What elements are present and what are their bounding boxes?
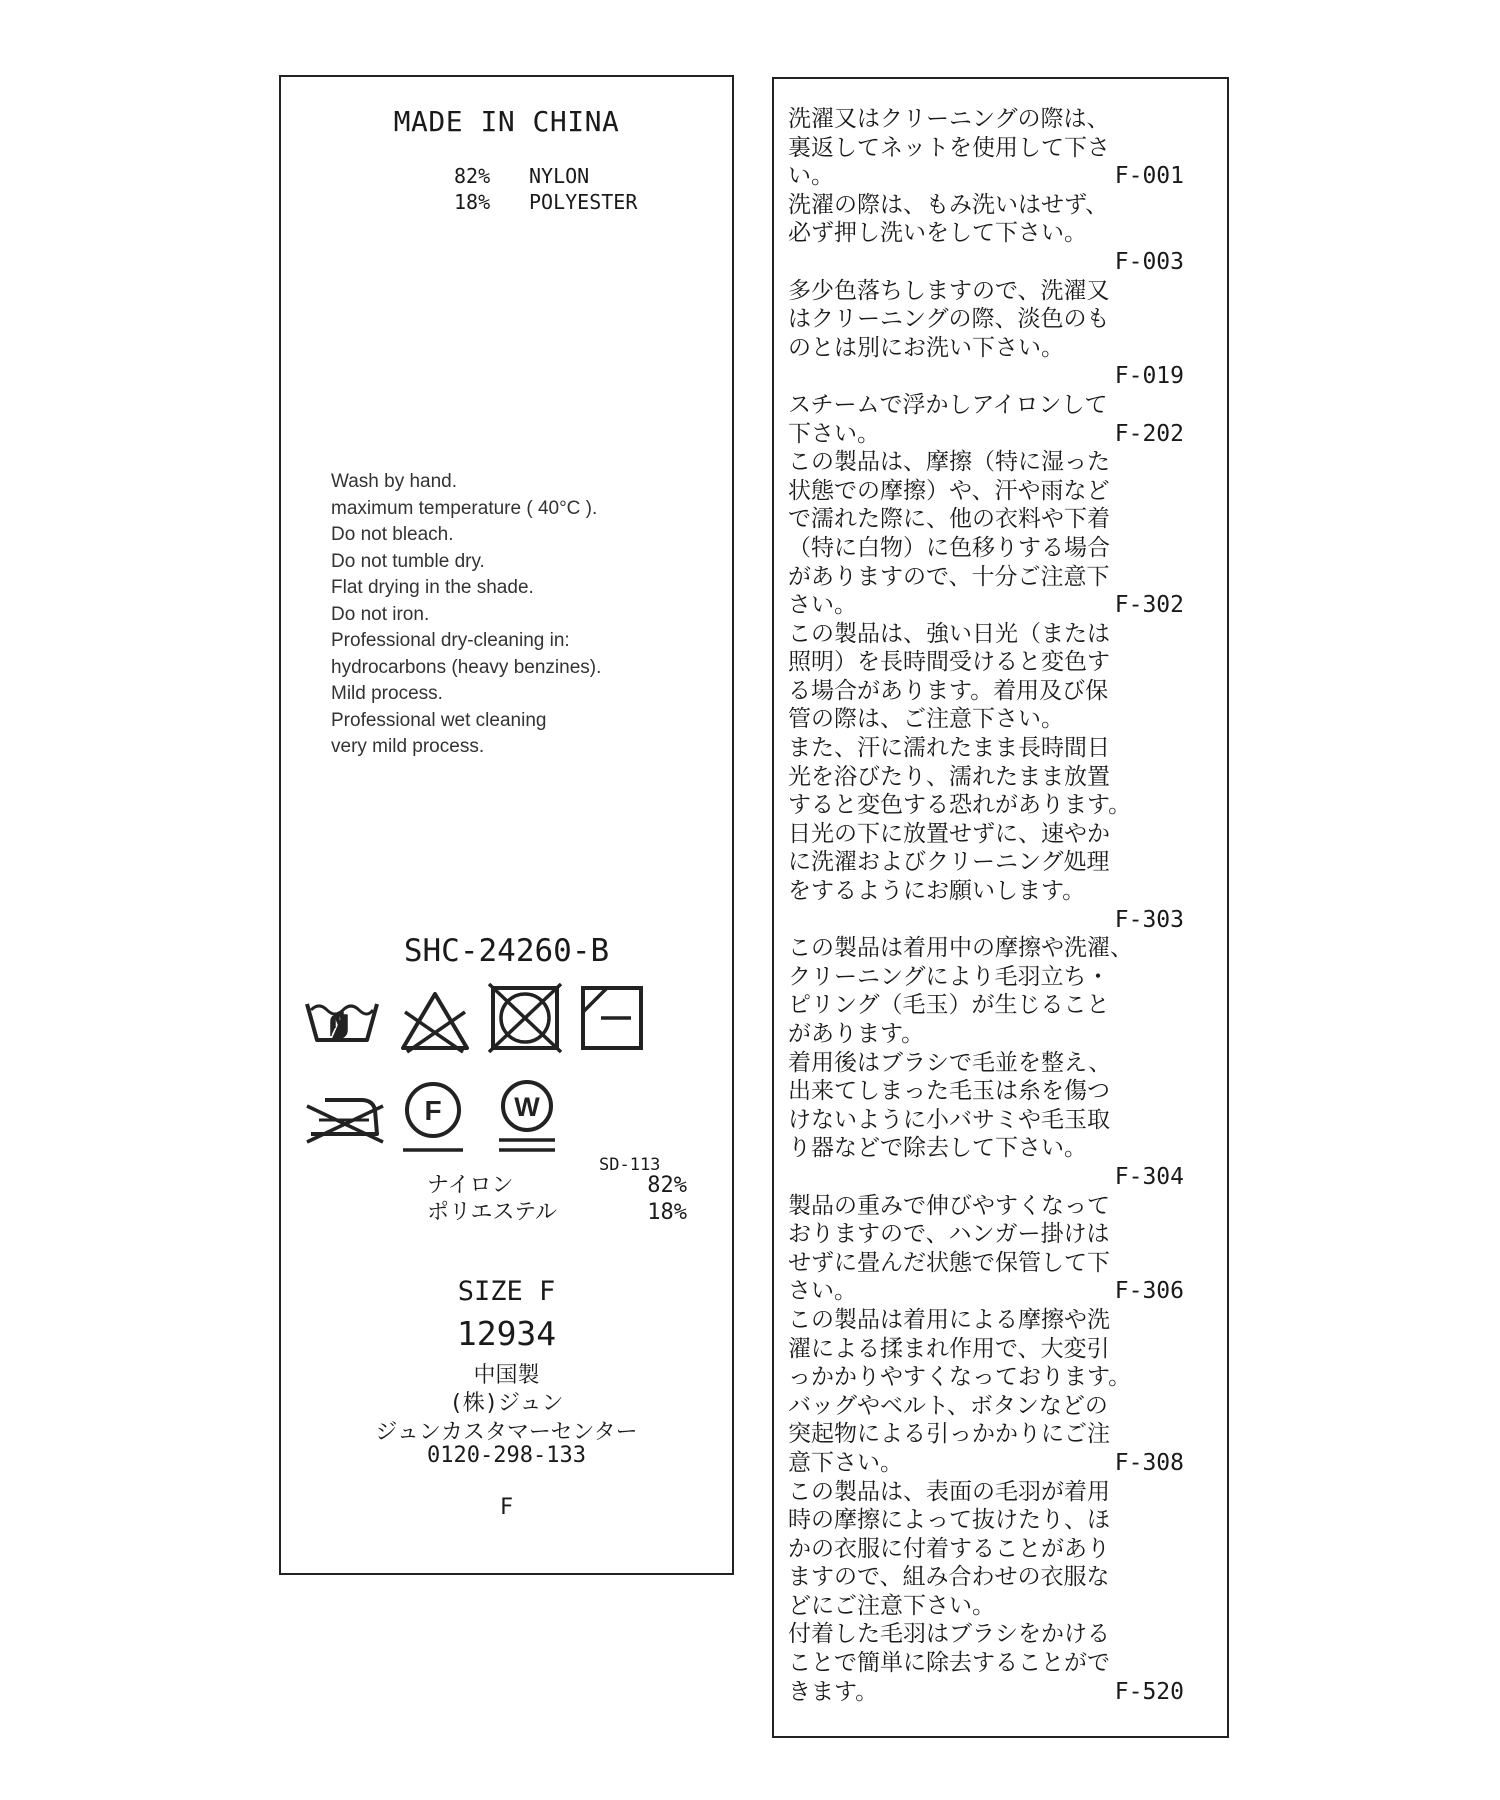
care-note-code: F-306 bbox=[1114, 1278, 1184, 1305]
care-note-text: すると変色する恐れがあります。 bbox=[788, 792, 1132, 819]
care-note-text: けないように小バサミや毛玉取 bbox=[788, 1106, 1110, 1133]
care-note-text: 裏返してネットを使用して下さ bbox=[788, 134, 1110, 161]
care-note-text: がありますので、十分ご注意下 bbox=[788, 563, 1110, 590]
care-note-text: があります。 bbox=[788, 1021, 925, 1047]
fiber-pct-jp: 18% bbox=[647, 1200, 687, 1225]
care-note-text: 出来てしまった毛玉は糸を傷つ bbox=[788, 1078, 1110, 1105]
care-note-line bbox=[788, 648, 1208, 677]
care-note-text: 洗濯の際は、もみ洗いはせず、 bbox=[788, 191, 1109, 218]
care-note-text: きます。 bbox=[788, 1678, 879, 1705]
care-note-line bbox=[788, 1506, 1208, 1535]
care-note-text: い。 bbox=[788, 163, 834, 190]
care-note-text: はクリーニングの際、淡色のも bbox=[788, 306, 1110, 333]
care-note-line bbox=[788, 1620, 1208, 1649]
care-note-text: 多少色落ちしますので、洗濯又 bbox=[788, 277, 1110, 304]
do-not-iron-icon bbox=[307, 1100, 383, 1142]
fiber-row-jp bbox=[427, 1172, 687, 1199]
care-note-text: 照明）を長時間受けると変色す bbox=[788, 649, 1110, 676]
care-note-text: 着用後はブラシで毛並を整え、 bbox=[788, 1049, 1112, 1076]
care-note-line bbox=[788, 334, 1208, 363]
care-note-text: 下さい。 bbox=[788, 420, 880, 447]
company-name: (株)ジュン bbox=[449, 1391, 564, 1416]
care-note-code: F-520 bbox=[1114, 1678, 1184, 1705]
care-note-text: 時の摩擦によって抜けたり、ほ bbox=[788, 1507, 1110, 1534]
care-note-line bbox=[788, 677, 1208, 706]
care-note-line bbox=[788, 591, 1208, 620]
care-note-line bbox=[788, 1049, 1208, 1078]
fiber-row bbox=[454, 189, 637, 215]
sd-code: SD-113 bbox=[599, 1155, 661, 1175]
care-symbols-row-1 bbox=[305, 982, 645, 1062]
phone-number: 0120-298-133 bbox=[427, 1443, 586, 1468]
care-note-text: どにご注意下さい。 bbox=[788, 1592, 995, 1619]
dry-clean-letter: F bbox=[424, 1095, 442, 1126]
care-line: Mild process. bbox=[331, 683, 443, 704]
care-note-line bbox=[788, 791, 1208, 820]
care-note-text: スチームで浮かしアイロンして bbox=[788, 391, 1108, 418]
care-line: Do not iron. bbox=[331, 603, 430, 625]
care-note-text: 洗濯又はクリーニングの際は、 bbox=[788, 106, 1110, 132]
care-note-paragraph bbox=[788, 105, 1208, 191]
care-line: Professional wet cleaning bbox=[331, 709, 547, 731]
care-notes-jp bbox=[788, 105, 1208, 1706]
care-note-line bbox=[788, 448, 1208, 477]
care-note-line bbox=[788, 848, 1208, 877]
care-note-text: さい。 bbox=[788, 592, 857, 619]
left-care-label bbox=[279, 75, 734, 1575]
care-note-text: をするようにお願いします。 bbox=[788, 878, 1086, 905]
care-note-line bbox=[788, 1134, 1208, 1163]
care-note-code: F-302 bbox=[1114, 592, 1184, 619]
care-note-line bbox=[788, 191, 1208, 220]
care-note-text: さい。 bbox=[788, 1278, 857, 1305]
care-note-code: F-003 bbox=[1114, 248, 1184, 275]
care-note-text: また、汗に濡れたまま長時間日 bbox=[788, 735, 1110, 762]
fiber-row-jp bbox=[427, 1199, 687, 1226]
fiber-pct: 82% bbox=[454, 164, 491, 188]
care-note-line bbox=[788, 277, 1208, 306]
care-note-line bbox=[788, 1306, 1208, 1335]
care-note-code: F-304 bbox=[1114, 1163, 1184, 1190]
care-note-paragraph bbox=[788, 1478, 1208, 1707]
care-note-code: F-303 bbox=[1114, 906, 1184, 933]
care-line: hydrocarbons (heavy benzines). bbox=[331, 656, 602, 678]
care-note-paragraph bbox=[788, 934, 1208, 1191]
care-note-line bbox=[788, 705, 1208, 734]
origin-jp: 中国製 bbox=[473, 1363, 540, 1388]
care-note-text: 日光の下に放置せずに、速やか bbox=[788, 820, 1110, 847]
care-note-line bbox=[788, 1192, 1208, 1221]
care-note-code: F-001 bbox=[1114, 163, 1184, 190]
care-note-paragraph bbox=[788, 1192, 1208, 1306]
care-note-text: かの衣服に付着することがあり bbox=[788, 1535, 1110, 1562]
care-note-line bbox=[788, 1478, 1208, 1507]
fiber-pct-jp: 82% bbox=[647, 1173, 687, 1198]
care-note-line bbox=[788, 477, 1208, 506]
care-note-text: この製品は着用中の摩擦や洗濯、 bbox=[788, 935, 1133, 962]
care-note-paragraph bbox=[788, 448, 1208, 620]
care-note-paragraph bbox=[788, 620, 1208, 935]
care-note-line bbox=[788, 620, 1208, 649]
fiber-name-jp: ポリエステル bbox=[427, 1200, 558, 1225]
care-note-line bbox=[788, 1106, 1208, 1135]
care-note-line bbox=[788, 1535, 1208, 1564]
care-note-line bbox=[788, 1277, 1208, 1306]
care-note-text: この製品は、表面の毛羽が着用 bbox=[788, 1478, 1110, 1505]
care-note-code: F-308 bbox=[1114, 1449, 1184, 1476]
care-note-text: クリーニングにより毛羽立ち・ bbox=[788, 963, 1110, 990]
care-note-line bbox=[788, 1649, 1208, 1678]
care-note-line bbox=[788, 1563, 1208, 1592]
care-note-line bbox=[788, 1249, 1208, 1278]
care-note-text: 必ず押し洗いをして下さい。 bbox=[788, 220, 1087, 247]
care-note-line bbox=[788, 105, 1208, 134]
care-instructions-en bbox=[331, 469, 601, 761]
hand-wash-40-icon bbox=[307, 1004, 377, 1040]
care-note-line bbox=[788, 534, 1208, 563]
care-line: Flat drying in the shade. bbox=[331, 577, 534, 598]
care-note-line bbox=[788, 162, 1208, 191]
care-note-line bbox=[788, 1335, 1208, 1364]
fiber-name: NYLON bbox=[529, 164, 590, 188]
care-note-text: に洗濯およびクリーニング処理 bbox=[788, 849, 1110, 876]
care-note-text: この製品は着用による摩擦や洗 bbox=[788, 1306, 1110, 1333]
right-care-label bbox=[772, 77, 1229, 1738]
care-note-text: バッグやベルト、ボタンなどの bbox=[788, 1392, 1108, 1419]
fiber-composition-jp bbox=[427, 1172, 687, 1226]
care-note-line bbox=[788, 305, 1208, 334]
care-note-text: 濯による揉まれ作用で、大変引 bbox=[788, 1335, 1110, 1362]
fiber-composition-en bbox=[454, 163, 637, 215]
care-note-line bbox=[788, 763, 1208, 792]
fiber-name: POLYESTER bbox=[529, 190, 638, 214]
care-note-line bbox=[788, 1020, 1208, 1049]
fiber-row bbox=[454, 163, 637, 189]
care-note-line bbox=[788, 1392, 1208, 1421]
care-note-text: る場合があります。着用及び保 bbox=[788, 677, 1109, 704]
care-note-line bbox=[788, 391, 1208, 420]
care-note-line bbox=[788, 134, 1208, 163]
care-line: Do not tumble dry. bbox=[331, 550, 485, 572]
care-note-text: おりますので、ハンガー掛けは bbox=[788, 1221, 1110, 1248]
care-note-text: 光を浴びたり、濡れたまま放置 bbox=[788, 763, 1110, 790]
care-note-line bbox=[788, 1077, 1208, 1106]
care-note-line bbox=[788, 1363, 1208, 1392]
fiber-name-jp: ナイロン bbox=[427, 1173, 514, 1198]
care-note-text: この製品は、摩擦（特に湿った bbox=[788, 449, 1110, 476]
care-note-text: ますので、組み合わせの衣服な bbox=[788, 1564, 1110, 1591]
care-note-text: ことで簡単に除去することがで bbox=[788, 1650, 1110, 1677]
care-note-line bbox=[788, 563, 1208, 592]
care-note-line bbox=[788, 1220, 1208, 1249]
care-note-line bbox=[788, 934, 1208, 963]
care-note-line bbox=[788, 420, 1208, 449]
origin-en: MADE IN CHINA bbox=[393, 105, 620, 138]
care-note-code: F-202 bbox=[1114, 420, 1184, 447]
care-line: Wash by hand. bbox=[331, 471, 458, 492]
care-note-line bbox=[788, 505, 1208, 534]
care-note-text: っかかりやすくなっております。 bbox=[788, 1364, 1132, 1391]
care-note-line bbox=[788, 963, 1208, 992]
care-note-line bbox=[788, 991, 1208, 1020]
wet-clean-letter: W bbox=[514, 1092, 540, 1122]
care-note-text: のとは別にお洗い下さい。 bbox=[788, 334, 1064, 361]
care-line: Do not bleach. bbox=[331, 524, 454, 545]
care-note-text: せずに畳んだ状態で保管して下 bbox=[788, 1249, 1110, 1276]
do-not-bleach-icon bbox=[403, 994, 467, 1052]
care-line: very mild process. bbox=[331, 736, 485, 757]
care-note-line bbox=[788, 877, 1208, 906]
care-note-paragraph bbox=[788, 277, 1208, 391]
fiber-pct: 18% bbox=[454, 190, 491, 214]
care-note-line bbox=[788, 219, 1208, 248]
care-note-text: 付着した毛羽はブラシをかける bbox=[788, 1621, 1110, 1648]
care-note-line bbox=[788, 1678, 1208, 1707]
care-symbols-row-2 bbox=[305, 1080, 565, 1160]
style-number: SHC-24260-B bbox=[403, 933, 610, 969]
care-note-line bbox=[788, 820, 1208, 849]
care-note-line bbox=[788, 1420, 1208, 1449]
care-note-text: り器などで除去して下さい。 bbox=[788, 1135, 1087, 1162]
care-note-text: 突起物による引っかかりにご注 bbox=[788, 1421, 1110, 1448]
do-not-tumble-dry-icon bbox=[489, 984, 561, 1052]
size-label: SIZE F bbox=[457, 1276, 556, 1307]
lot-number: 12934 bbox=[456, 1314, 557, 1353]
care-note-text: ピリング（毛玉）が生じること bbox=[788, 992, 1110, 1019]
flat-dry-shade-icon bbox=[583, 988, 641, 1048]
care-line: maximum temperature ( 40°C ). bbox=[331, 497, 598, 519]
care-note-paragraph bbox=[788, 1306, 1208, 1478]
care-note-code: F-019 bbox=[1114, 363, 1184, 390]
care-note-line bbox=[788, 1449, 1208, 1478]
care-note-paragraph bbox=[788, 191, 1208, 277]
care-note-text: 意下さい。 bbox=[788, 1449, 903, 1476]
care-note-text: この製品は、強い日光（または bbox=[788, 620, 1110, 647]
care-note-text: （特に白物）に色移りする場合 bbox=[788, 534, 1110, 561]
care-line: Professional dry-cleaning in: bbox=[331, 630, 570, 651]
care-note-line bbox=[788, 734, 1208, 763]
size-footer: F bbox=[499, 1495, 514, 1520]
care-note-line bbox=[788, 1592, 1208, 1621]
care-note-text: 製品の重みで伸びやすくなって bbox=[788, 1192, 1110, 1219]
care-note-paragraph bbox=[788, 391, 1208, 448]
customer-center: ジュンカスタマーセンター bbox=[375, 1420, 638, 1445]
care-note-text: 管の際は、ご注意下さい。 bbox=[788, 706, 1064, 733]
care-note-text: 状態での摩擦）や、汗や雨など bbox=[788, 477, 1110, 504]
care-note-text: で濡れた際に、他の衣料や下着 bbox=[788, 506, 1110, 533]
